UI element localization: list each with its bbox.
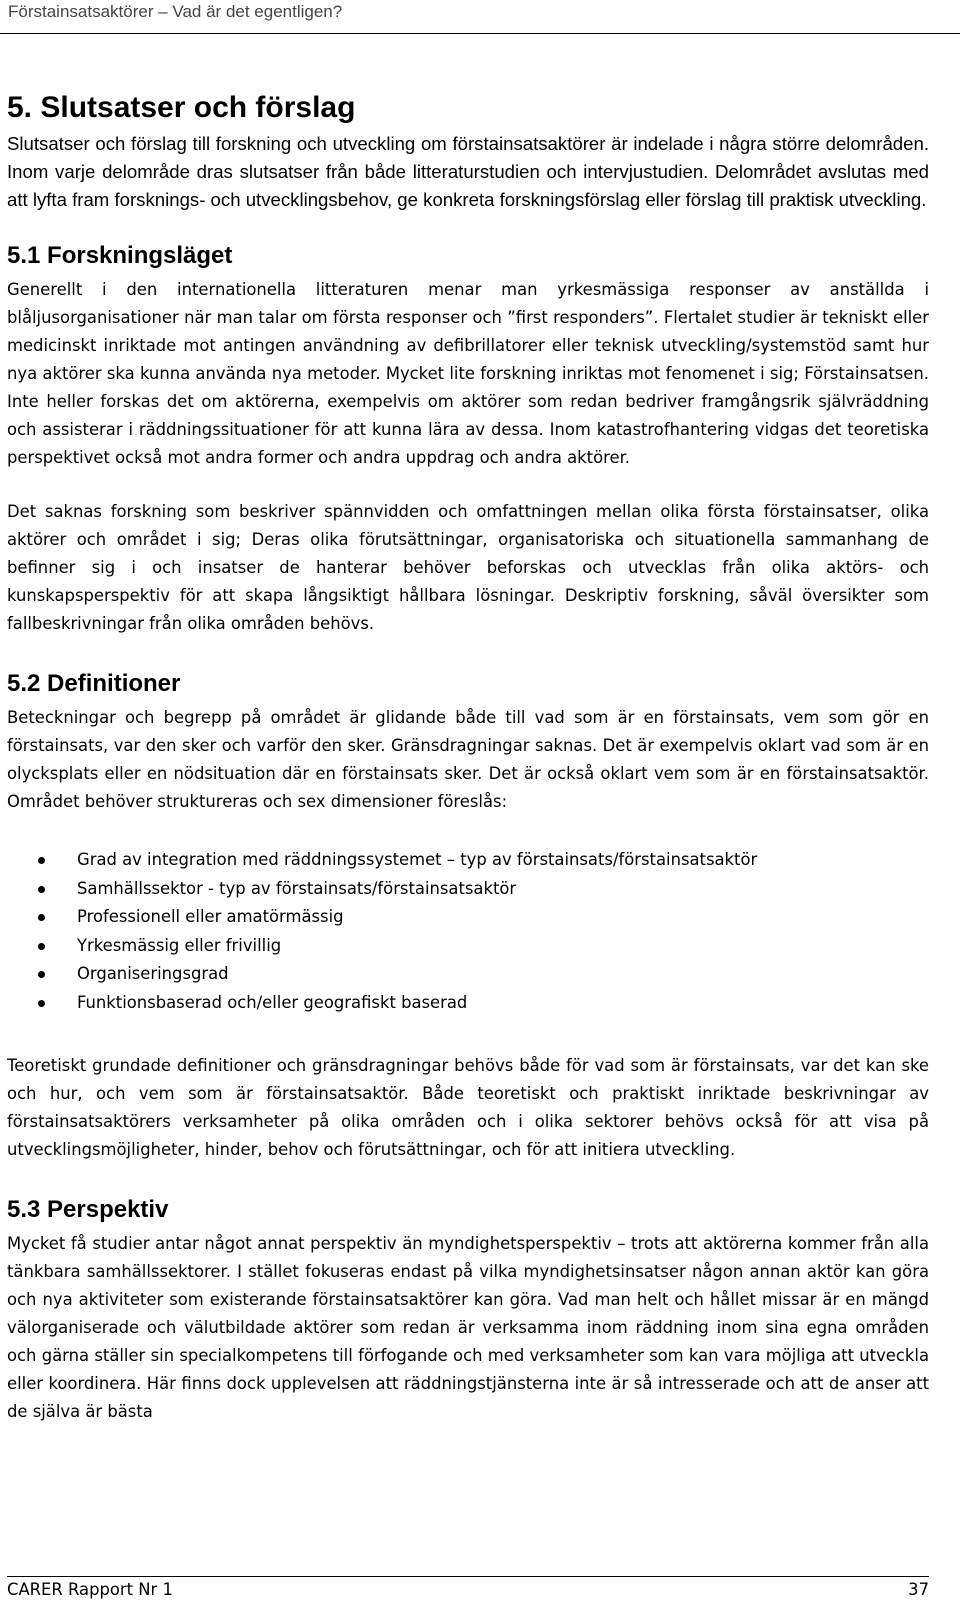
bullet-icon — [38, 943, 45, 950]
list-item-text: Organiseringsgrad — [77, 964, 229, 984]
list-item — [7, 932, 929, 961]
section-5-heading: 5. Slutsatser och förslag — [7, 91, 356, 124]
list-item-text: Samhällssektor - typ av förstainsats/förstainsatsaktör — [77, 878, 517, 898]
bullet-icon — [38, 914, 45, 921]
list-item-text: Funktionsbaserad och/eller geografiskt baserad — [77, 992, 468, 1012]
header-divider — [0, 33, 960, 34]
list-item — [7, 960, 929, 989]
section-5-2-heading: 5.2 Definitioner — [7, 670, 181, 697]
bullet-icon — [38, 1000, 45, 1007]
bullet-icon — [38, 971, 45, 978]
section-5-2-paragraph: Beteckningar och begrepp på området är glidande både till vad som är en förstainsats, vem som gör en förstainsats, var den sker och varför den sker. Gränsdragningar saknas. Det är exempelvis oklart vad som är en olycksplats eller en nödsituation där en förstainsats sker. Det är också oklart vem som är en förstainsatsaktör. Området behöver struktureras och sex dimensioner föreslås: — [7, 708, 929, 811]
report-name: CARER Rapport Nr 1 — [7, 1580, 173, 1599]
bullet-icon — [38, 886, 45, 893]
section-5-1-heading: 5.1 Forskningsläget — [7, 242, 233, 269]
section-5-3-paragraph: Mycket få studier antar något annat perspektiv än myndighetsperspektiv – trots att aktörerna kommer från alla tänkbara samhällssektorer. I stället fokuseras endast på vilka myndighetsinsatser någon annan aktör kan göra och nya aktiviteter som existerande förstainsatsaktörer kan göra. Vad man helt och hållet missar är en mängd välorganiserade och välutbildade aktörer som redan är verksamma inom räddning inom sina egna områden och gärna ställer sin specialkompetens till förfogande och med verksamheter som kan vara möjliga att utveckla eller koordinera. Här finns dock upplevelsen att räddningstjänsterna inte är så intresserade och att de anser att de själva är bästa — [7, 1233, 929, 1421]
section-5-3-heading: 5.3 Perspektiv — [7, 1195, 169, 1223]
section-5-2-paragraph: Teoretiskt grundade definitioner och gränsdragningar behövs både för vad som är förstainsats, var det kan ske och hur, och vem som är förstainsatsaktör. Både teoretiskt och praktiskt inriktade beskrivningar av förstainsatsaktörers verksamheter på olika områden och i olika sektorer behövs också för att visa på utvecklingsmöjligheter, hinder, behov och förutsättningar, och för att initiera utveckling. — [7, 1055, 929, 1159]
list-item — [7, 875, 929, 904]
list-item-text: Yrkesmässig eller frivillig — [77, 935, 282, 955]
list-item-text: Grad av integration med räddningssystemet – typ av förstainsats/förstainsatsaktör — [77, 850, 758, 869]
page-content — [7, 88, 929, 1426]
list-item — [7, 846, 929, 875]
section-5-intro: Slutsatser och förslag till forskning och utveckling om förstainsatsaktörer är indelade i några större delområden. Inom varje delområde dras slutsatser från både litteraturstudien och intervjustudien. Delområdet avslutas med att lyfta fram forsknings- och utvecklingsbehov, ge konkreta forskningsförslag eller förslag till praktisk utveckling. — [7, 133, 929, 210]
section-5-1-paragraph: Det saknas forskning som beskriver spännvidden och omfattningen mellan olika första förstainsatser, olika aktörer och området i sig; Deras olika förutsättningar, organisatoriska och situationella sammanhang de befinner sig i och insatser de hanterar behöver beforskas och utvecklas från olika aktörs- och kunskapsperspektiv för att skapa långsiktigt hållbara lösningar. Deskriptiv forskning, såväl översikter som fallbeskrivningar från olika områden behövs. — [7, 502, 929, 633]
dimension-list — [7, 846, 929, 1018]
list-item — [7, 989, 929, 1018]
running-header: Förstainsatsaktörer – Vad är det egentligen? — [8, 2, 343, 21]
list-item — [7, 903, 929, 932]
bullet-icon — [38, 857, 45, 864]
footer-divider — [7, 1576, 929, 1577]
section-5-1-paragraph: Generellt i den internationella litteraturen menar man yrkesmässiga responser av anställda i blåljusorganisationer när man talar om första responser och ”first responders”. Flertalet studier är tekniskt eller medicinskt inriktade mot antingen användning av defibrillatorer eller teknisk utveckling/systemstöd samt hur nya aktörer ska kunna använda nya metoder. Mycket lite forskning inriktas mot fenomenet i sig; Förstainsatsen. Inte heller forskas det om aktörerna, exempelvis om aktörer som redan bedriver framgångsrik självräddning och assisterar i räddningssituationer för att kunna lära av dessa. Inom katastrofhantering vidgas det teoretiska perspektivet också mot andra former och andra uppdrag och andra aktörer. — [7, 280, 929, 467]
page-number: 37 — [908, 1580, 929, 1599]
list-item-text: Professionell eller amatörmässig — [77, 907, 344, 927]
